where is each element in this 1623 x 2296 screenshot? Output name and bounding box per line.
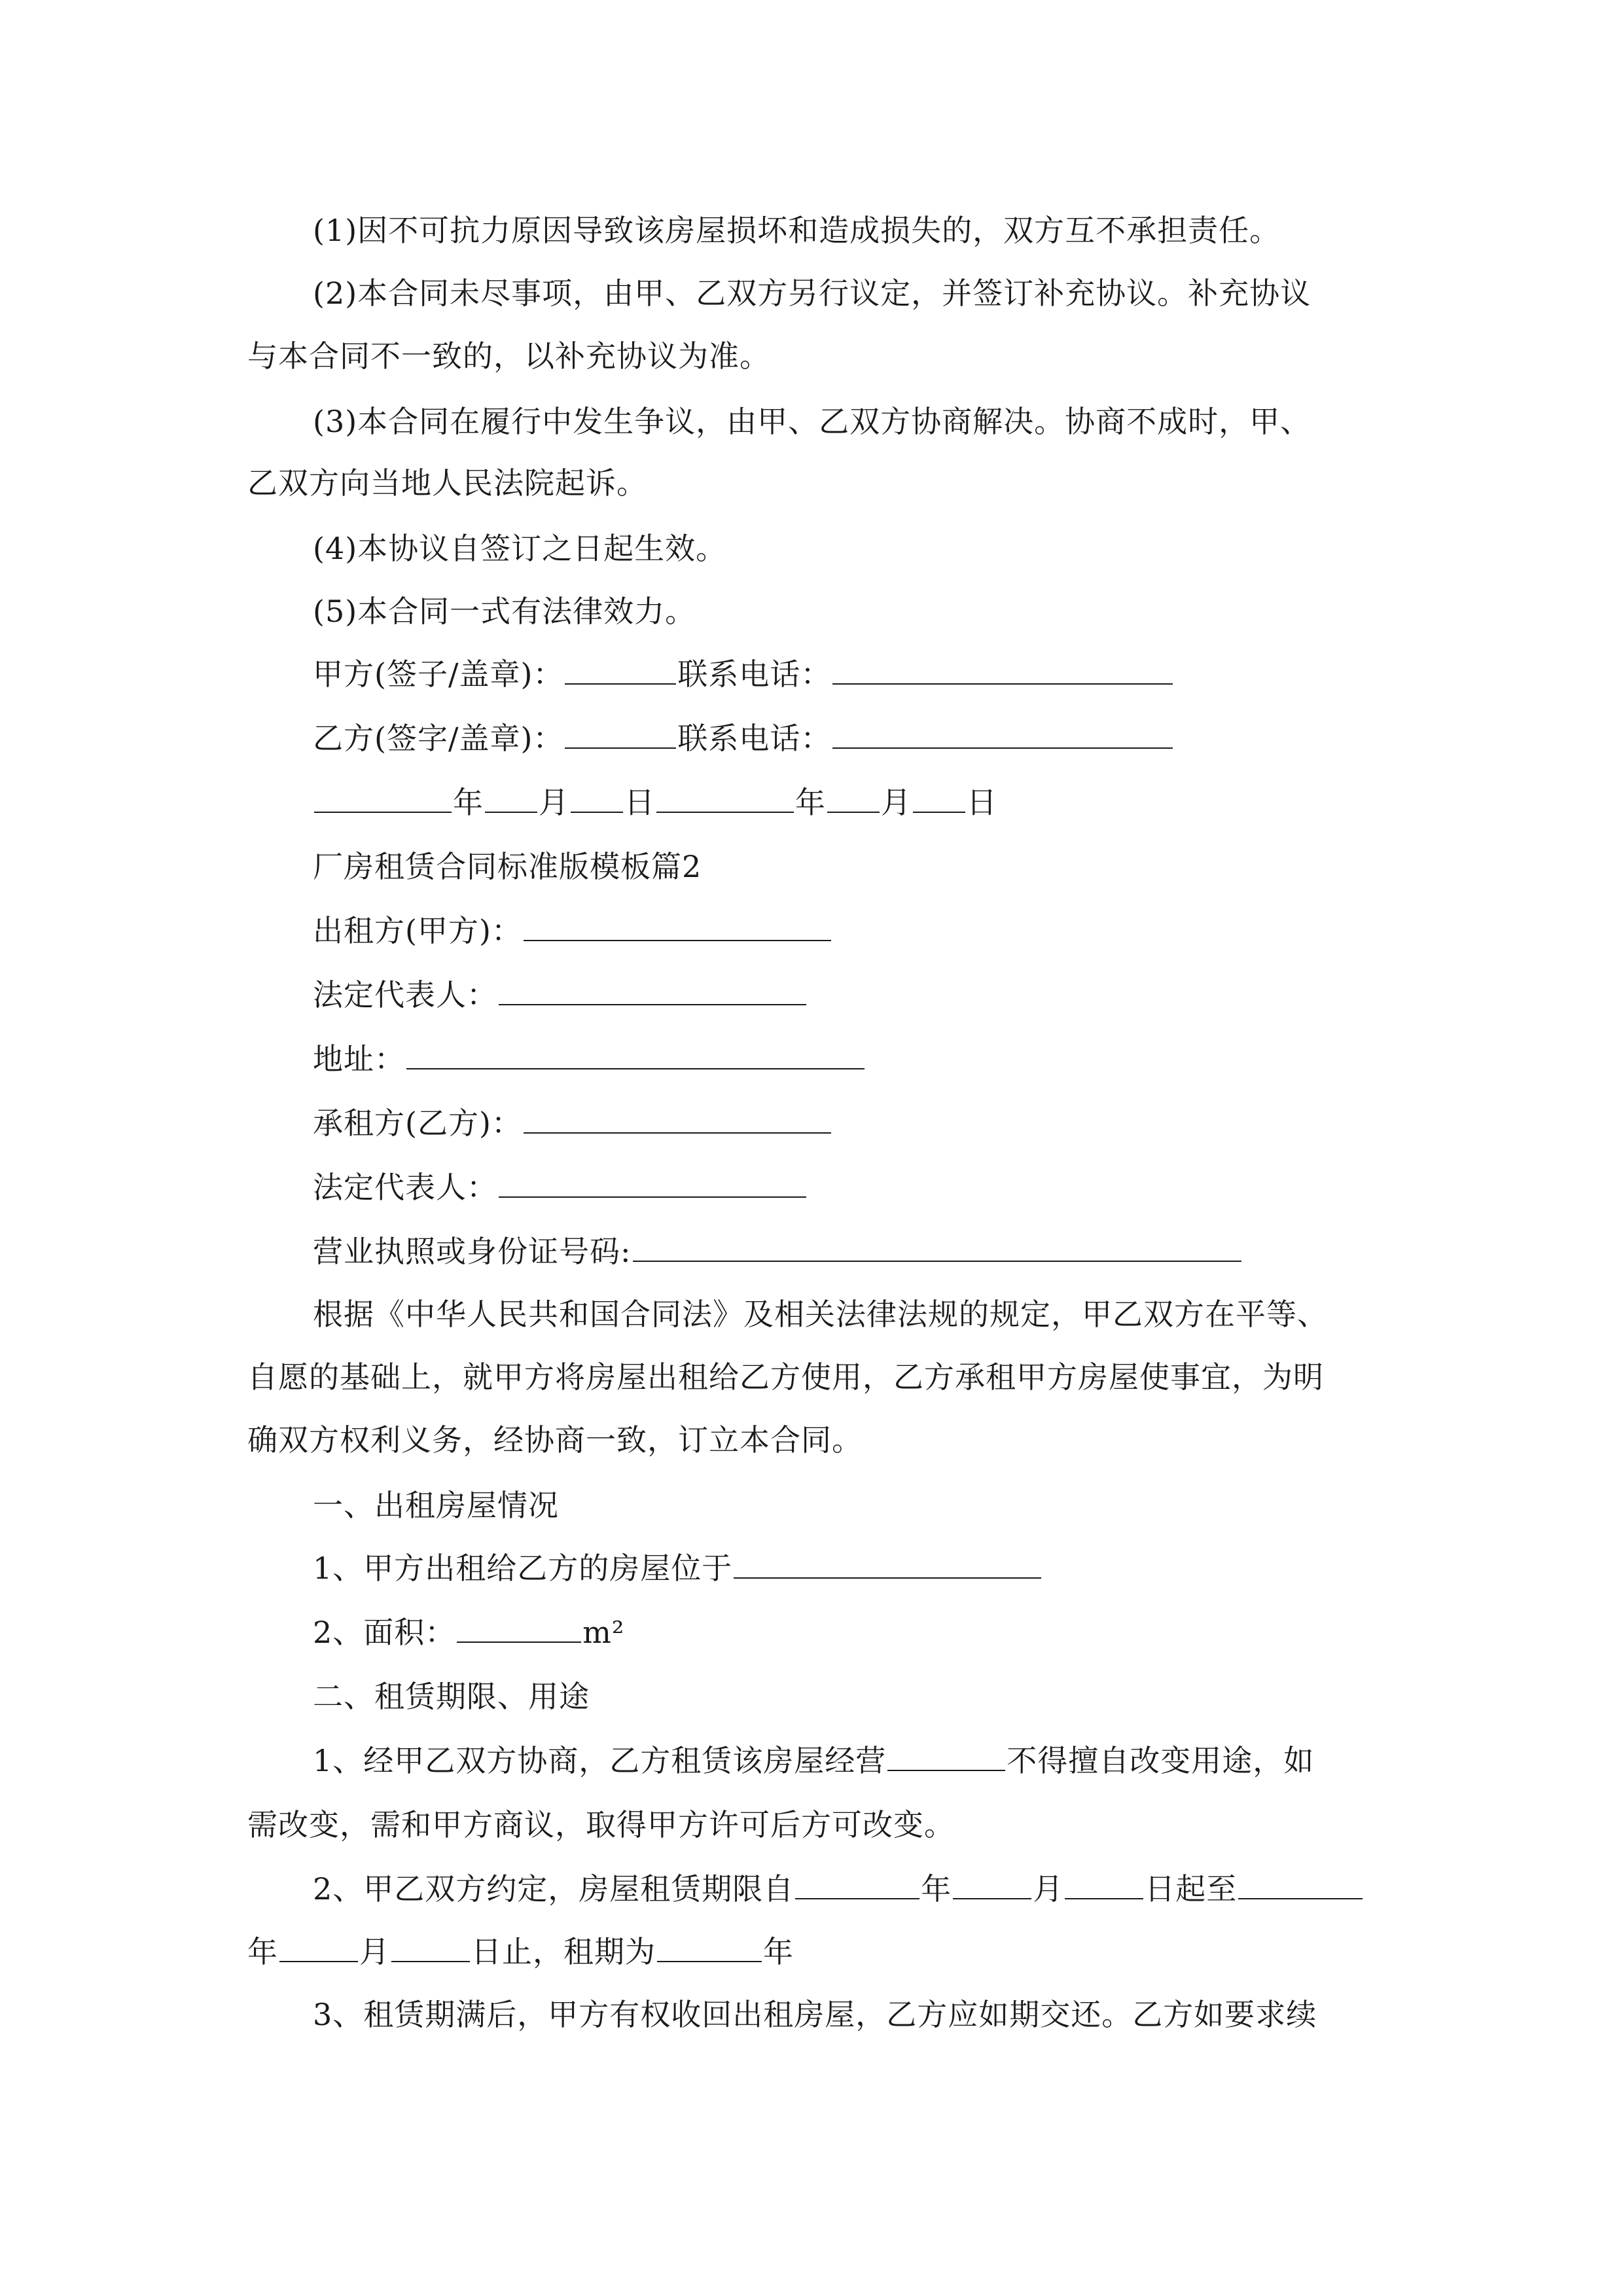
- address-field: [313, 1039, 866, 1079]
- party-b-signature-blank: [565, 719, 676, 749]
- clause-3-line-2: 乙双方向当地人民法院起诉。: [247, 465, 647, 501]
- area-label: 2、面积：: [313, 1615, 456, 1650]
- area-blank: [457, 1613, 581, 1643]
- date-a-day-label: 日: [624, 785, 655, 820]
- term-end-month-label: 月: [359, 1934, 390, 1969]
- clause-4: (4)本协议自签订之日起生效。: [313, 531, 727, 566]
- term-end-day-blank: [391, 1932, 470, 1962]
- license-field: [313, 1232, 1243, 1271]
- section-1-item-1: [313, 1549, 1043, 1588]
- section-2-title: 二、租赁期限、用途: [313, 1679, 590, 1714]
- party-b-signature-line: [313, 719, 1174, 758]
- term-start-month-blank: [953, 1869, 1031, 1899]
- party-b-phone-blank: [832, 719, 1173, 749]
- date-a-month-label: 月: [539, 785, 569, 820]
- section-title: 厂房租赁合同标准版模板篇2: [313, 849, 702, 884]
- term-start-year-blank: [795, 1869, 919, 1899]
- term-start-day-blank: [1065, 1869, 1143, 1899]
- preamble-line-3: 确双方权利义务，经协商一致，订立本合同。: [247, 1422, 863, 1458]
- clause-2-line-1: (2)本合同未尽事项，由甲、乙双方另行议定，并签订补充协议。补充协议: [313, 276, 1311, 311]
- legal-rep-blank-2: [499, 1168, 806, 1198]
- party-a-phone-blank: [832, 655, 1173, 685]
- term-end-year-blank: [1238, 1869, 1363, 1899]
- preamble-line-2: 自愿的基础上，就甲方将房屋出租给乙方使用，乙方承租甲方房屋使事宜，为明: [247, 1359, 1324, 1395]
- term-until-label: 日起至: [1145, 1871, 1238, 1907]
- party-a-label: 甲方(签子/盖章)：: [313, 656, 564, 692]
- preamble-line-1: 根据《中华人民共和国合同法》及相关法律法规的规定，甲乙双方在平等、: [313, 1297, 1328, 1332]
- section-2-item-3: 3、租赁期满后，甲方有权收回出租房屋，乙方应如期交还。乙方如要求续: [313, 1997, 1317, 2032]
- date-a-month-blank: [485, 783, 537, 813]
- area-unit: m²: [582, 1615, 625, 1650]
- term-end-month-blank: [279, 1932, 358, 1962]
- license-label: 营业执照或身份证号码:: [313, 1234, 632, 1269]
- section-2-item-2-line-1: [313, 1869, 1364, 1909]
- license-blank: [633, 1232, 1241, 1262]
- term-duration-blank: [657, 1932, 762, 1962]
- term-end-year-label: 年: [247, 1934, 278, 1969]
- lessee-field: [313, 1103, 832, 1143]
- lessor-label: 出租方(甲方)：: [313, 913, 522, 948]
- party-b-phone-label: 联系电话：: [677, 721, 832, 756]
- term-start-year-label: 年: [921, 1871, 952, 1907]
- party-a-signature-line: [313, 655, 1174, 694]
- legal-rep-label-1: 法定代表人：: [313, 977, 497, 1013]
- section-1-title: 一、出租房屋情况: [313, 1488, 559, 1523]
- lessor-blank: [524, 911, 831, 941]
- term-start-label: 2、甲乙双方约定，房屋租赁期限自: [313, 1871, 794, 1907]
- section-2-item-1-line-1: [313, 1741, 1314, 1780]
- date-b-day-blank: [913, 783, 965, 813]
- property-location-label: 1、甲方出租给乙方的房屋位于: [313, 1551, 733, 1586]
- clause-2-line-2: 与本合同不一致的，以补充协议为准。: [247, 338, 770, 374]
- lessee-blank: [524, 1103, 831, 1134]
- address-blank: [406, 1039, 865, 1069]
- clause-3-line-1: (3)本合同在履行中发生争议，由甲、乙双方协商解决。协商不成时，甲、: [313, 404, 1311, 439]
- legal-rep-blank-1: [499, 975, 806, 1005]
- date-b-month-blank: [827, 783, 880, 813]
- date-a-year-blank: [314, 783, 452, 813]
- date-a-day-blank: [571, 783, 623, 813]
- usage-restriction: 不得擅自改变用途，如: [1007, 1743, 1315, 1778]
- lessee-label: 承租方(乙方)：: [313, 1105, 522, 1141]
- party-a-phone-label: 联系电话：: [677, 656, 832, 692]
- section-1-item-2: [313, 1613, 624, 1652]
- section-2-item-2-line-2: [247, 1932, 794, 1971]
- legal-rep-field-1: [313, 975, 808, 1014]
- party-a-signature-blank: [565, 655, 676, 685]
- section-2-item-1-line-2: 需改变，需和甲方商议，取得甲方许可后方可改变。: [247, 1807, 955, 1842]
- address-label: 地址：: [313, 1041, 405, 1077]
- date-b-month-label: 月: [881, 785, 912, 820]
- usage-label: 1、经甲乙双方协商，乙方租赁该房屋经营: [313, 1743, 887, 1778]
- party-b-label: 乙方(签字/盖章)：: [313, 721, 564, 756]
- date-b-year-label: 年: [795, 785, 826, 820]
- lessor-field: [313, 911, 832, 950]
- clause-5: (5)本合同一式有法律效力。: [313, 594, 696, 629]
- date-b-day-label: 日: [967, 785, 997, 820]
- date-b-year-blank: [656, 783, 794, 813]
- usage-blank: [887, 1741, 1005, 1771]
- clause-1: (1)因不可抗力原因导致该房屋损坏和造成损失的，双方互不承担责任。: [313, 213, 1281, 248]
- term-duration-year-label: 年: [763, 1934, 794, 1969]
- term-duration-label: 日止，租期为: [471, 1934, 656, 1969]
- term-start-month-label: 月: [1033, 1871, 1064, 1907]
- legal-rep-field-2: [313, 1168, 808, 1207]
- date-a-year-label: 年: [453, 785, 484, 820]
- signing-dates-line: [313, 783, 997, 822]
- legal-rep-label-2: 法定代表人：: [313, 1170, 497, 1205]
- property-location-blank: [734, 1549, 1041, 1579]
